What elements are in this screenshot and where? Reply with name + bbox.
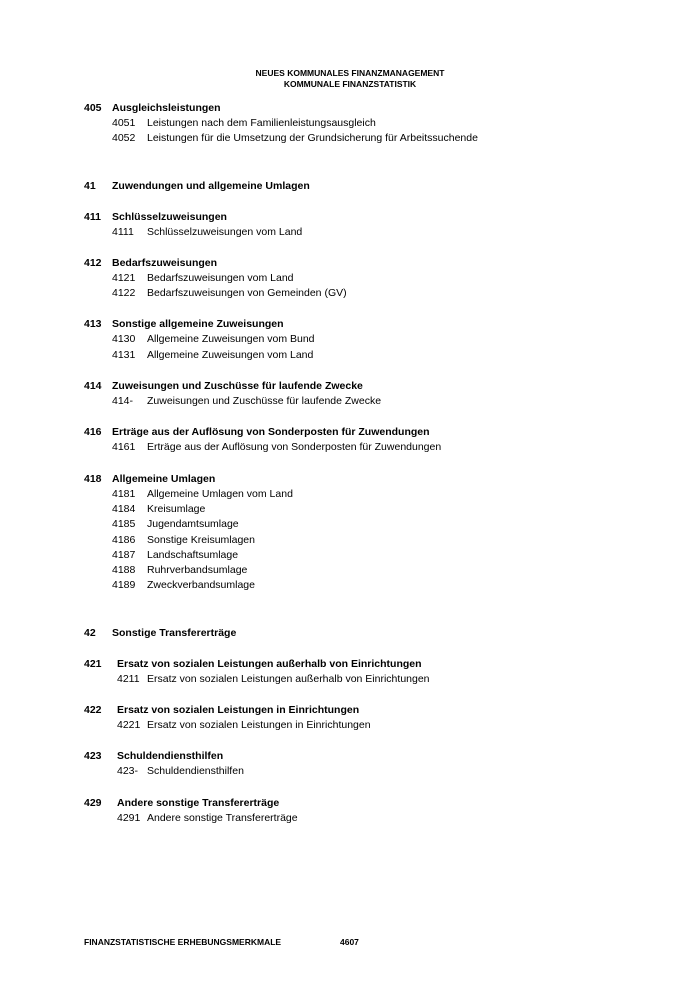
account-code: 4051 <box>112 117 136 129</box>
account-row <box>84 131 644 146</box>
group-code: 405 <box>84 102 102 114</box>
account-code: 4221 <box>117 719 141 732</box>
account-row <box>84 563 644 578</box>
group-heading <box>84 472 644 487</box>
account-row <box>84 487 644 502</box>
group-heading <box>84 425 644 440</box>
account-label: Andere sonstige Transfererträge <box>147 811 298 824</box>
account-row <box>84 271 644 286</box>
group-title: Schlüsselzuweisungen <box>112 210 227 223</box>
group-title: Andere sonstige Transfererträge <box>117 796 280 809</box>
account-label: Ersatz von sozialen Leistungen außerhalb von Einrichtungen <box>147 672 430 685</box>
header-title: NEUES KOMMUNALES FINANZMANAGEMENT <box>255 68 445 78</box>
account-label: Zweckverbandsumlage <box>147 579 255 592</box>
group-code: 42 <box>84 626 96 639</box>
group-code: 414 <box>84 380 102 393</box>
account-row <box>84 533 644 548</box>
document-header <box>0 68 700 90</box>
account-code: 4181 <box>112 487 136 500</box>
account-label: Schuldendiensthilfen <box>147 765 244 778</box>
group-code: 422 <box>84 704 102 717</box>
account-code: 4291 <box>117 811 141 824</box>
account-code: 4161 <box>112 441 136 454</box>
account-code: 423- <box>117 765 139 778</box>
group-title: Sonstige allgemeine Zuweisungen <box>112 318 284 331</box>
section-spacer <box>84 610 644 626</box>
account-row <box>84 811 644 826</box>
account-row <box>84 502 644 517</box>
account-row <box>84 764 644 779</box>
account-row <box>84 672 644 687</box>
group-heading <box>84 657 644 672</box>
group-title: Erträge aus der Auflösung von Sonderposten für Zuwendungen <box>112 426 430 439</box>
account-code: 414- <box>112 395 134 408</box>
account-label: Bedarfszuweisungen von Gemeinden (GV) <box>147 287 347 300</box>
group-title: Ersatz von sozialen Leistungen außerhalb von Einrichtungen <box>117 657 422 670</box>
account-list <box>84 101 644 842</box>
account-code: 4130 <box>112 333 136 346</box>
header-subtitle: KOMMUNALE FINANZSTATISTIK <box>283 79 417 89</box>
account-code: 4131 <box>112 348 136 361</box>
account-code: 4187 <box>112 548 136 561</box>
group-heading <box>84 210 644 225</box>
account-label: Zuweisungen und Zuschüsse für laufende Zwecke <box>147 395 382 408</box>
account-code: 4189 <box>112 579 136 592</box>
footer-label: FINANZSTATISTISCHE ERHEBUNGSMERKMALE <box>84 937 282 947</box>
account-row <box>84 116 644 131</box>
account-group <box>84 626 644 641</box>
account-label: Jugendamtsumlage <box>147 518 239 531</box>
group-code: 423 <box>84 750 102 763</box>
group-heading <box>84 317 644 332</box>
account-group <box>84 256 644 302</box>
account-label: Leistungen nach dem Familienleistungsausgleich <box>147 117 376 129</box>
group-title: Bedarfszuweisungen <box>112 256 218 269</box>
group-code: 429 <box>84 796 102 809</box>
account-row <box>84 286 644 301</box>
group-heading <box>84 626 644 641</box>
group-title: Schuldendiensthilfen <box>117 750 224 763</box>
account-label: Landschaftsumlage <box>147 548 239 561</box>
account-label: Allgemeine Umlagen vom Land <box>147 487 293 500</box>
account-row <box>84 440 644 455</box>
account-code: 4052 <box>112 132 136 145</box>
account-label: Kreisumlage <box>147 502 206 515</box>
account-label: Leistungen für die Umsetzung der Grundsicherung für Arbeitssuchende <box>147 132 478 145</box>
group-heading <box>84 101 644 116</box>
account-group <box>84 703 644 733</box>
group-code: 41 <box>84 179 96 192</box>
group-code: 413 <box>84 318 102 331</box>
group-code: 411 <box>84 210 101 223</box>
group-heading <box>84 703 644 718</box>
account-row <box>84 332 644 347</box>
account-label: Allgemeine Zuweisungen vom Bund <box>147 333 315 346</box>
account-label: Ersatz von sozialen Leistungen in Einrichtungen <box>147 719 371 732</box>
account-group <box>84 657 644 687</box>
account-code: 4121 <box>112 271 136 284</box>
document-footer <box>84 937 359 947</box>
group-title: Sonstige Transfererträge <box>112 626 237 639</box>
account-row <box>84 517 644 532</box>
account-row <box>84 718 644 733</box>
group-title: Ausgleichsleistungen <box>112 102 221 114</box>
account-row <box>84 394 644 409</box>
account-code: 4111 <box>112 225 134 238</box>
group-code: 418 <box>84 472 102 485</box>
account-label: Schlüsselzuweisungen vom Land <box>147 225 303 238</box>
account-code: 4211 <box>117 672 140 685</box>
group-title: Zuweisungen und Zuschüsse für laufende Zwecke <box>112 380 363 393</box>
group-title: Allgemeine Umlagen <box>112 472 216 485</box>
account-code: 4186 <box>112 533 136 546</box>
account-code: 4122 <box>112 287 136 300</box>
group-heading <box>84 179 644 194</box>
account-group <box>84 101 644 147</box>
section-spacer <box>84 163 644 179</box>
account-row <box>84 578 644 593</box>
group-code: 412 <box>84 256 102 269</box>
account-row <box>84 348 644 363</box>
account-group <box>84 749 644 779</box>
group-heading <box>84 796 644 811</box>
account-label: Bedarfszuweisungen vom Land <box>147 271 294 284</box>
account-group <box>84 317 644 363</box>
group-title: Zuwendungen und allgemeine Umlagen <box>112 179 310 192</box>
page-number: 4607 <box>340 937 359 947</box>
account-group <box>84 425 644 455</box>
account-group <box>84 210 644 240</box>
account-label: Ruhrverbandsumlage <box>147 564 248 577</box>
account-group <box>84 472 644 594</box>
account-code: 4188 <box>112 564 136 577</box>
account-label: Allgemeine Zuweisungen vom Land <box>147 348 314 361</box>
account-code: 4185 <box>112 518 136 531</box>
group-title: Ersatz von sozialen Leistungen in Einrichtungen <box>117 704 360 717</box>
group-heading <box>84 256 644 271</box>
account-row <box>84 225 644 240</box>
account-group <box>84 796 644 826</box>
account-row <box>84 548 644 563</box>
group-code: 416 <box>84 426 102 439</box>
account-group <box>84 179 644 194</box>
group-code: 421 <box>84 657 102 670</box>
group-heading <box>84 379 644 394</box>
account-group <box>84 379 644 409</box>
group-heading <box>84 749 644 764</box>
account-label: Erträge aus der Auflösung von Sonderposten für Zuwendungen <box>147 441 442 454</box>
account-label: Sonstige Kreisumlagen <box>147 533 255 546</box>
account-code: 4184 <box>112 502 136 515</box>
